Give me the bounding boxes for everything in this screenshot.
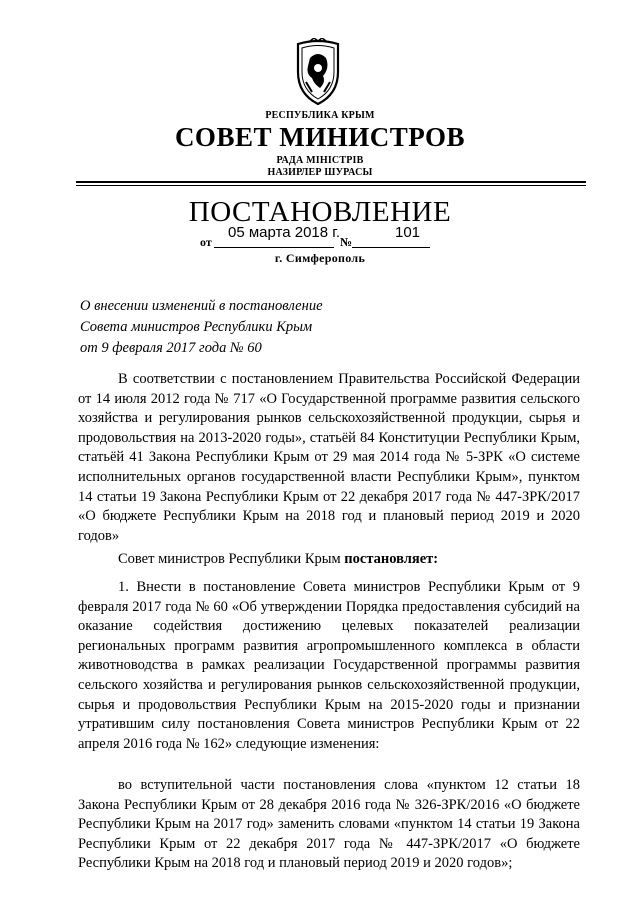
subject-line: от 9 февраля 2017 года № 60 — [80, 340, 262, 356]
number-prefix: № — [340, 235, 353, 249]
preamble-paragraph: В соответствии с постановлением Правительства Российской Федерации от 14 июля 2012 года № 717 «О Государственной программе развития сельского хозяйства и регулирования рынков сельскохозяйственной продукции, сырья и продовольствия на 2013-2020 годы», статьёй 84 Конституции Республики Крым, статьёй 41 Закона Республики Крым от 29 мая 2014 года № 5-ЗРК «О системе исполнительных органов государственной власти Республики Крым», пунктом 14 статьи 19 Закона Республики Крым от 22 декабря 2017 года № 447-ЗРК/2017 «О бюджете Республики Крым на 2018 год и плановый период 2019 и 2020 годов» — [78, 371, 580, 544]
council-name-ukrainian: РАДА МІНІСТРІВ — [276, 155, 364, 166]
resolve-paragraph — [78, 550, 580, 570]
coat-of-arms-emblem — [290, 38, 346, 106]
date-prefix: от — [200, 235, 212, 249]
subject-line: О внесении изменений в постановление — [80, 298, 323, 314]
council-name-tatar: НАЗИРЛЕР ШУРАСЫ — [267, 167, 373, 178]
resolve-keyword: постановляет: — [344, 551, 439, 567]
header-rule-thin — [76, 185, 586, 186]
document-subject — [80, 296, 400, 359]
number-underline — [352, 247, 430, 248]
document-city: г. Симферополь — [274, 251, 366, 265]
document-date: 05 марта 2018 г. — [228, 224, 341, 241]
council-name: СОВЕТ МИНИСТРОВ — [174, 122, 466, 152]
resolve-text: Совет министров Республики Крым — [118, 551, 345, 567]
subject-line: Совета министров Республики Крым — [80, 319, 313, 335]
item-1-paragraph: 1. Внести в постановление Совета министров Республики Крым от 9 февраля 2017 года № 60 «Об утверждении Порядка предоставления субсидий на оказание содействия достижению целевых показателей реализации региональных программ развития агропромышленного комплекса в области животноводства в рамках реализации Государственной программы развития сельского хозяйства и регулирования рынков сельскохозяйственной продукции, сырья и продовольствия Республики Крым на 2015-2020 годы и признании утратившим силу постановления Совета министров Республики Крым от 22 апреля 2016 года № 162» следующие изменения: — [78, 579, 580, 752]
document-type-title: ПОСТАНОВЛЕНИЕ — [188, 196, 452, 228]
sub-item-paragraph: во вступительной части постановления слова «пунктом 12 статьи 18 Закона Республики Крым от 28 декабря 2016 года № 326-ЗРК/2016 «О бюджете Республики Крым на 2017 год» заменить словами «пунктом 14 статьи 19 Закона Республики Крым от 22 декабря 2017 года № 447-ЗРК/2017 «О бюджете Республики Крым на 2018 год и плановый период 2019 и 2020 годов»; — [78, 777, 580, 872]
republic-name: РЕСПУБЛИКА КРЫМ — [265, 110, 375, 121]
date-underline — [214, 247, 334, 248]
header-rule-thick — [76, 181, 586, 183]
document-number: 101 — [395, 224, 421, 241]
